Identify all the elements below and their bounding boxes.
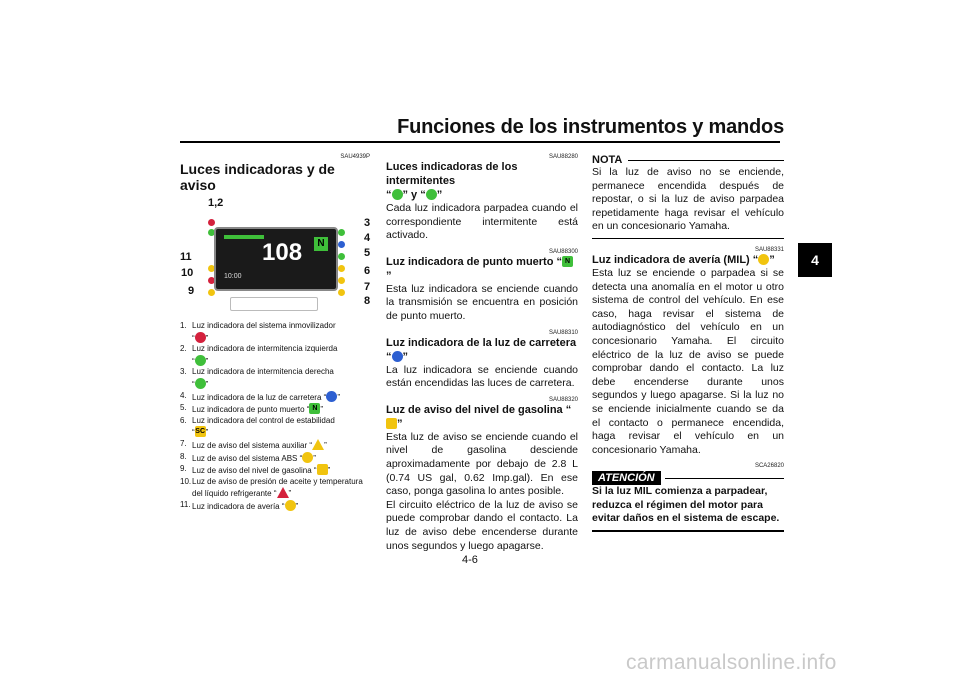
immobilizer-icon: [195, 332, 206, 343]
section-title: Luces indicadoras y de aviso: [180, 161, 335, 193]
neutral-lamp: [338, 253, 345, 260]
section-title: Luz indicadora de la luz de carretera “ ”: [386, 336, 577, 363]
dashboard-base: [230, 297, 318, 311]
legend-number: 8.: [180, 451, 187, 461]
nota-body: Si la luz de aviso no se enciende, permanece encendida después de repostar, o si la luz de aviso parpadea repetidamente haga revisar el vehículo en un concesionario Yamaha.: [592, 166, 784, 233]
left-turn-icon: [392, 189, 403, 200]
auxiliary-warning-icon: [312, 439, 324, 450]
nota-end-rule: [592, 238, 784, 239]
legend-item: 4. Luz indicadora de la luz de carretera “ ”: [180, 390, 340, 402]
legend-text: Luz indicadora del control de estabilidad: [192, 415, 335, 425]
column-middle: [386, 148, 578, 553]
legend-number: 1.: [180, 321, 187, 330]
callout-4: 4: [364, 232, 371, 244]
legend-number: 11.: [180, 499, 191, 509]
callout-5: 5: [364, 247, 371, 259]
high-beam-lamp: [338, 241, 345, 248]
legend-item: 5. Luz indicadora de punto muerto “ N ”: [180, 403, 324, 415]
section-code: SAU88300: [548, 248, 578, 255]
section-turn-signals: [386, 154, 578, 243]
caution-body: Si la luz MIL comienza a parpadear, reduzca el régimen del motor para evitar daños en el sistema de escape.: [592, 485, 780, 525]
immobilizer-lamp: [208, 219, 215, 226]
fuel-icon: [317, 464, 328, 475]
section-code: SAU88320: [548, 396, 578, 403]
section-fuel-level: [386, 397, 578, 553]
auxiliary-lamp: [338, 277, 345, 284]
column-right: [592, 148, 784, 538]
legend-text: Luz indicadora de la luz de carretera: [192, 392, 322, 402]
column-left: [180, 148, 370, 513]
oil-coolant-icon: [277, 487, 289, 498]
callout-11: 11: [180, 251, 192, 263]
high-beam-icon: [326, 391, 337, 402]
neutral-icon: N: [562, 256, 573, 267]
legend-item: 9. Luz de aviso del nivel de gasolina “ ”: [180, 464, 331, 476]
caution-rule: [665, 478, 784, 479]
high-beam-icon: [392, 351, 403, 362]
clock-readout: 10:00: [224, 273, 242, 280]
legend-text: Luz indicadora de intermitencia derecha: [192, 367, 334, 377]
section-mil: [592, 247, 784, 457]
engine-malfunction-icon: [285, 500, 296, 511]
abs-icon: [302, 452, 313, 463]
section-code: SAU4939P: [340, 154, 370, 160]
right-turn-icon: [195, 378, 206, 389]
section-title-text: Luz indicadora de avería (MIL): [592, 253, 750, 266]
chapter-tab: 4: [798, 243, 832, 277]
instrument-cluster-illustration: [180, 197, 370, 317]
nota-label: NOTA: [592, 154, 623, 166]
section-title: Luz indicadora de avería (MIL) “ ”: [592, 253, 775, 266]
gear-indicator: N: [314, 237, 328, 251]
fuel-icon: [386, 418, 397, 429]
section-title-text: Luz indicadora de punto muerto: [386, 255, 554, 268]
header-rule: [180, 141, 780, 143]
watermark: carmanualsonline.info: [626, 651, 837, 674]
callout-8: 8: [364, 295, 371, 307]
section-body-2: El circuito eléctrico de la luz de aviso se puede comprobar dando el contacto. La luz de aviso debe encenderse durante unos segundos y luego apagarse.: [386, 498, 578, 552]
section-body: Esta luz se enciende o parpadea si se detecta una anomalía en el motor u otro sistema de control del vehículo. En ese caso, haga revisar el sistema de autodiagnóstico del vehículo en un concesionario Yamaha. El circuito eléctrico de la luz de aviso se puede comprobar dando el contacto. La luz debe encenderse durante unos segundos y luego apagarse. Si la luz no se enciende inicialmente cuando se da el contacto o permanece encendida, haga revisar el vehículo en un concesionario Yamaha.: [592, 266, 784, 456]
legend-item: 3. Luz indicadora de intermitencia derecha “ ”: [180, 367, 334, 389]
neutral-icon: N: [309, 403, 320, 414]
callout-10: 10: [181, 267, 194, 279]
section-body: Esta luz de aviso se enciende cuando el nivel de gasolina desciende aproximadamente por debajo de 2.8 L (0.74 US gal, 0.62 Imp.gal). En ese caso, ponga gasolina lo antes posible.: [386, 430, 578, 498]
legend-text: Luz de aviso del nivel de gasolina: [192, 466, 312, 476]
section-code: SAU88280: [548, 154, 578, 160]
section-high-beam: [386, 330, 578, 391]
legend-number: 9.: [180, 464, 187, 474]
abs-lamp: [338, 289, 345, 296]
section-body: Cada luz indicadora parpadea cuando el correspondiente intermitente está activado.: [386, 202, 578, 242]
legend-number: 10.: [180, 476, 192, 486]
legend-number: 7.: [180, 438, 187, 448]
speed-readout: 108: [262, 239, 303, 266]
page-number: 4-6: [462, 554, 478, 566]
section-title-text: Luces indicadoras de los intermitentes: [386, 161, 518, 187]
legend-item: 8. Luz de aviso del sistema ABS “ ”: [180, 451, 316, 463]
tachometer-bar: [224, 235, 264, 239]
section-title: Luz de aviso del nivel de gasolina “”: [386, 403, 572, 430]
section-neutral: [386, 249, 578, 324]
legend-number: 5.: [180, 403, 187, 413]
fuel-lamp: [208, 289, 215, 296]
legend-item: 1. Luz indicadora del sistema inmovilizador “ ”: [180, 321, 336, 343]
callout-9: 9: [188, 285, 195, 297]
stability-control-icon: SC: [195, 428, 206, 436]
section-code: SAU88310: [548, 329, 578, 336]
callout-6: 6: [364, 265, 371, 277]
section-body: Esta luz indicadora se enciende cuando la transmisión se encuentra en posición de punto muerto.: [386, 282, 578, 322]
legend-text: Luz de aviso del sistema ABS: [192, 453, 298, 463]
section-body: La luz indicadora se enciende cuando están encendidas las luces de carretera.: [386, 363, 578, 390]
legend-number: 4.: [180, 390, 187, 400]
caution-heading: [592, 471, 784, 485]
section-code: SAU88331: [754, 246, 784, 253]
callout-7: 7: [364, 281, 371, 293]
nota-heading: [592, 154, 784, 166]
right-turn-lamp: [338, 229, 345, 236]
callout-1-2: 1,2: [208, 197, 224, 209]
legend-text: Luz indicadora de intermitencia izquierda: [192, 344, 338, 354]
legend-text: Luz indicadora del sistema inmovilizador: [192, 321, 336, 330]
dashboard-screen: [214, 227, 338, 291]
right-turn-icon: [426, 189, 437, 200]
section-title: Luz indicadora de punto muerto “ N ”: [386, 255, 578, 283]
nota-rule: [628, 160, 784, 161]
legend-text: Luz de aviso del sistema auxiliar: [192, 440, 308, 450]
callout-3: 3: [364, 217, 371, 229]
legend-text: Luz indicadora de punto muerto: [192, 405, 305, 415]
caution-label: ATENCIÓN: [592, 471, 661, 485]
stability-lamp: [338, 265, 345, 272]
section-code: SCA26820: [754, 463, 784, 470]
caution-end-rule: [592, 530, 784, 532]
page-header-title: Funciones de los instrumentos y mandos: [397, 116, 784, 138]
caution-block: [592, 463, 784, 532]
legend-item: 10. Luz de aviso de presión de aceite y temperatura del líquido refrigerante “ ”: [180, 476, 363, 499]
legend-item: 2. Luz indicadora de intermitencia izquierda “ ”: [180, 344, 338, 366]
legend-item: 11. Luz indicadora de avería “ ”: [180, 499, 299, 511]
section-title-text: Luz indicadora de la luz de carretera: [386, 336, 577, 349]
engine-malfunction-icon: [758, 254, 769, 265]
legend-text: Luz de aviso de presión de aceite y temperatura del líquido refrigerante: [192, 476, 363, 499]
section-title: Luces indicadoras de los intermitentes “ ” y “ ”: [386, 161, 518, 201]
legend-item: 7. Luz de aviso del sistema auxiliar “ ”: [180, 438, 327, 450]
section-title-text: Luz de aviso del nivel de gasolina: [386, 403, 563, 416]
legend-text: Luz indicadora de avería: [192, 501, 280, 511]
legend-number: 2.: [180, 344, 187, 354]
legend-item: 6. Luz indicadora del control de estabilidad “ SC ”: [180, 415, 335, 438]
legend-number: 3.: [180, 367, 187, 377]
left-turn-icon: [195, 355, 206, 366]
legend-list: [180, 321, 370, 513]
legend-number: 6.: [180, 415, 187, 425]
